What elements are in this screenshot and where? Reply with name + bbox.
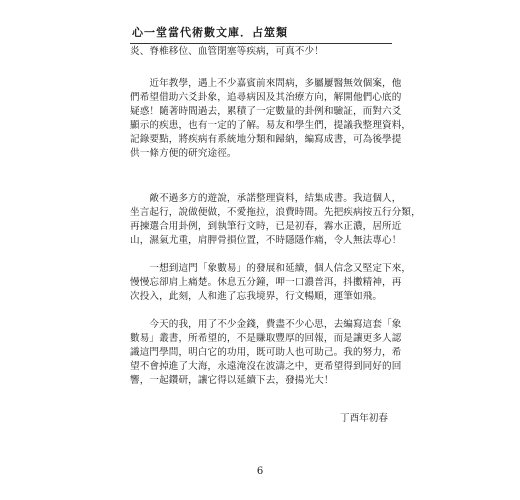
text-line: 響，一起鑽研，讓它得以延續下去，發揚光大！ — [130, 375, 334, 386]
paragraph — [130, 318, 402, 388]
text-line: 次投入，此刻，人和進了忘我境界，行文暢順，運筆如飛。 — [130, 291, 383, 302]
text-line: 慢慢忘卻肩上痛楚。休息五分鐘，呷一口濃普洱，抖擻精神，再 — [130, 277, 402, 288]
text-line: 一想到這門「象數易」的發展和延續，個人信念又堅定下來， — [130, 263, 412, 274]
text-line: 望不會掉進了大海，永遠淹沒在波濤之中，更希望得到同好的回 — [130, 361, 402, 372]
paragraph — [130, 77, 412, 161]
paragraph — [130, 192, 421, 248]
text-line: 近年教學，遇上不少嘉賓前來問病，多屬屢醫無效個案，他 — [130, 78, 402, 89]
text-line: 們希望借助六爻卦象，追尋病因及其治療方向，解開他們心底的 — [130, 92, 402, 103]
page-number: 6 — [256, 466, 264, 477]
text-line: 識這門學問，明白它的功用，既可助人也可助己。我的努力，希 — [130, 347, 402, 358]
text-line: 數易」叢書，所希望的，不是賺取豐厚的回報，而是讓更多人認 — [130, 333, 402, 344]
text-line: 今天的我，用了不少金錢，費盡不少心思，去編寫這套「象 — [130, 319, 402, 330]
running-header: 心一堂當代術數文庫．占筮類 — [132, 26, 288, 39]
text-line: 顯示的疾患，也有一定的了解。易友和學生們，提議我整理資料， — [130, 120, 412, 131]
text-line: 山，濕氣尤重，肩胛骨損位置，不時隱隱作痛，令人無法專心！ — [130, 235, 402, 246]
text-line: 炎、脊椎移位、血管閉塞等疾病，可真不少！ — [130, 46, 324, 57]
signature-date: 丁酉年初春 — [340, 413, 388, 424]
header-rule — [130, 43, 392, 44]
text-line: 坐言起行，說做便做，不愛拖拉，浪費時間。先把疾病按五行分類， — [130, 207, 421, 218]
paragraph — [130, 45, 392, 59]
text-line: 記錄要點，將疾病有系統地分類和歸納，編寫成書，可為後學提 — [130, 134, 402, 145]
text-line: 供一條方便的研究途徑。 — [130, 148, 237, 159]
paragraph — [130, 262, 412, 304]
text-line: 再揀選合用卦例，到執筆行文時，已是初春，霧水正濃，居所近 — [130, 221, 402, 232]
text-line: 疑惑！隨著時間過去，累積了一定數量的卦例和驗証，而對六爻 — [130, 106, 402, 117]
text-line: 敵不過多方的遊說，承諾整理資料，結集成書。我這個人， — [130, 193, 402, 204]
